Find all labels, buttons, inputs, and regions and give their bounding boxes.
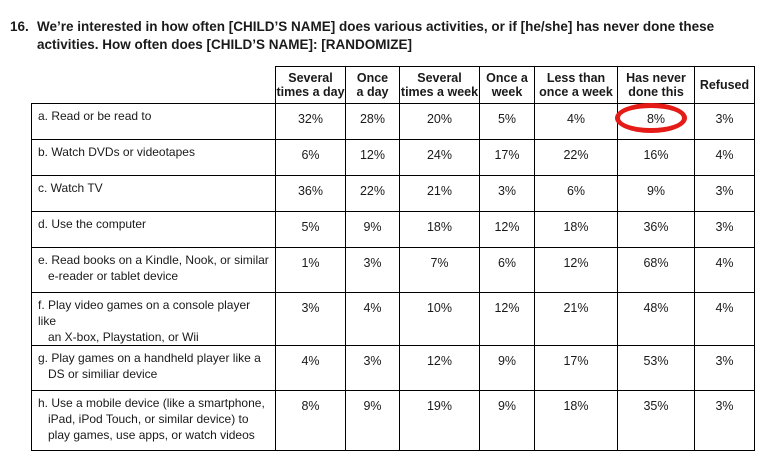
table-cell: 3%: [480, 176, 535, 212]
table-cell: 8%: [276, 391, 346, 451]
table-row: [32, 176, 755, 212]
table-cell: 68%: [618, 248, 695, 293]
table-row: [32, 391, 755, 451]
header-refused: Refused: [695, 67, 755, 104]
table-cell: 22%: [535, 140, 618, 176]
table-cell: 3%: [276, 293, 346, 346]
table-cell: 9%: [480, 391, 535, 451]
row-label: c. Watch TV: [32, 176, 276, 212]
table-cell: 12%: [480, 293, 535, 346]
row-label: e. Read books on a Kindle, Nook, or similar e-reader or tablet device: [32, 248, 276, 293]
table-cell: 3%: [695, 176, 755, 212]
table-cell: 12%: [400, 346, 480, 391]
table-cell: 4%: [695, 248, 755, 293]
table-cell: 22%: [346, 176, 400, 212]
table-cell: 21%: [400, 176, 480, 212]
header-has-never-done-this: Has never done this: [618, 67, 695, 104]
table-cell: 4%: [535, 104, 618, 140]
table-cell: 17%: [480, 140, 535, 176]
table-cell: 12%: [480, 212, 535, 248]
table-cell: 32%: [276, 104, 346, 140]
table-cell: 6%: [276, 140, 346, 176]
table-cell: 21%: [535, 293, 618, 346]
table-cell: 17%: [535, 346, 618, 391]
header-once-a-week: Once a week: [480, 67, 535, 104]
table-cell: 4%: [276, 346, 346, 391]
question-text: We’re interested in how often [CHILD’S NAME] does various activities, or if [he/she] has never done these activities. How often does [CHILD’S NAME]: [RANDOMIZE]: [37, 19, 715, 52]
table-row: [32, 140, 755, 176]
table-row: [32, 212, 755, 248]
table-cell: 3%: [695, 391, 755, 451]
table-cell: 16%: [618, 140, 695, 176]
table-cell: 4%: [695, 293, 755, 346]
row-label: h. Use a mobile device (like a smartphone, iPad, iPod Touch, or similar device) to play games, use apps, or watch videos: [32, 391, 276, 451]
table-cell: 3%: [695, 104, 755, 140]
table-cell: 6%: [480, 248, 535, 293]
table-cell: 36%: [618, 212, 695, 248]
table-cell: 28%: [346, 104, 400, 140]
table-cell: 24%: [400, 140, 480, 176]
table-cell: 35%: [618, 391, 695, 451]
header-row: [32, 67, 755, 104]
table-cell: 12%: [535, 248, 618, 293]
table-cell: 3%: [346, 248, 400, 293]
table-row: [32, 346, 755, 391]
table-cell: 7%: [400, 248, 480, 293]
row-label: g. Play games on a handheld player like a DS or similiar device: [32, 346, 276, 391]
table-cell: 4%: [346, 293, 400, 346]
table-cell: 48%: [618, 293, 695, 346]
row-label: f. Play video games on a console player like an X-box, Playstation, or Wii: [32, 293, 276, 346]
table-cell: 4%: [695, 140, 755, 176]
table-cell: 3%: [695, 346, 755, 391]
question-number: 16.: [10, 19, 29, 34]
table-cell: 18%: [535, 212, 618, 248]
table-cell: 53%: [618, 346, 695, 391]
table-row: [32, 248, 755, 293]
header-less-than-once-a-week: Less than once a week: [535, 67, 618, 104]
table-cell: 9%: [346, 391, 400, 451]
table-cell: 5%: [276, 212, 346, 248]
row-label: b. Watch DVDs or videotapes: [32, 140, 276, 176]
table-cell: 18%: [535, 391, 618, 451]
table-cell: 3%: [346, 346, 400, 391]
table-cell: 3%: [695, 212, 755, 248]
header-several-times-a-day: Several times a day: [276, 67, 346, 104]
table-cell: 6%: [535, 176, 618, 212]
header-corner: [32, 67, 276, 104]
table-cell: 19%: [400, 391, 480, 451]
table-row: [32, 293, 755, 346]
table-cell: 20%: [400, 104, 480, 140]
header-once-a-day: Once a day: [346, 67, 400, 104]
table-cell: 9%: [618, 176, 695, 212]
header-several-times-a-week: Several times a week: [400, 67, 480, 104]
row-label: a. Read or be read to: [32, 104, 276, 140]
table-cell: 12%: [346, 140, 400, 176]
table-cell: 18%: [400, 212, 480, 248]
table-cell: 1%: [276, 248, 346, 293]
table-cell: 5%: [480, 104, 535, 140]
table-cell: 36%: [276, 176, 346, 212]
table-cell: 9%: [346, 212, 400, 248]
table-cell: 10%: [400, 293, 480, 346]
table-cell: 8%: [618, 104, 695, 140]
table-cell: 9%: [480, 346, 535, 391]
row-label: d. Use the computer: [32, 212, 276, 248]
highlight-circle: [615, 103, 687, 133]
